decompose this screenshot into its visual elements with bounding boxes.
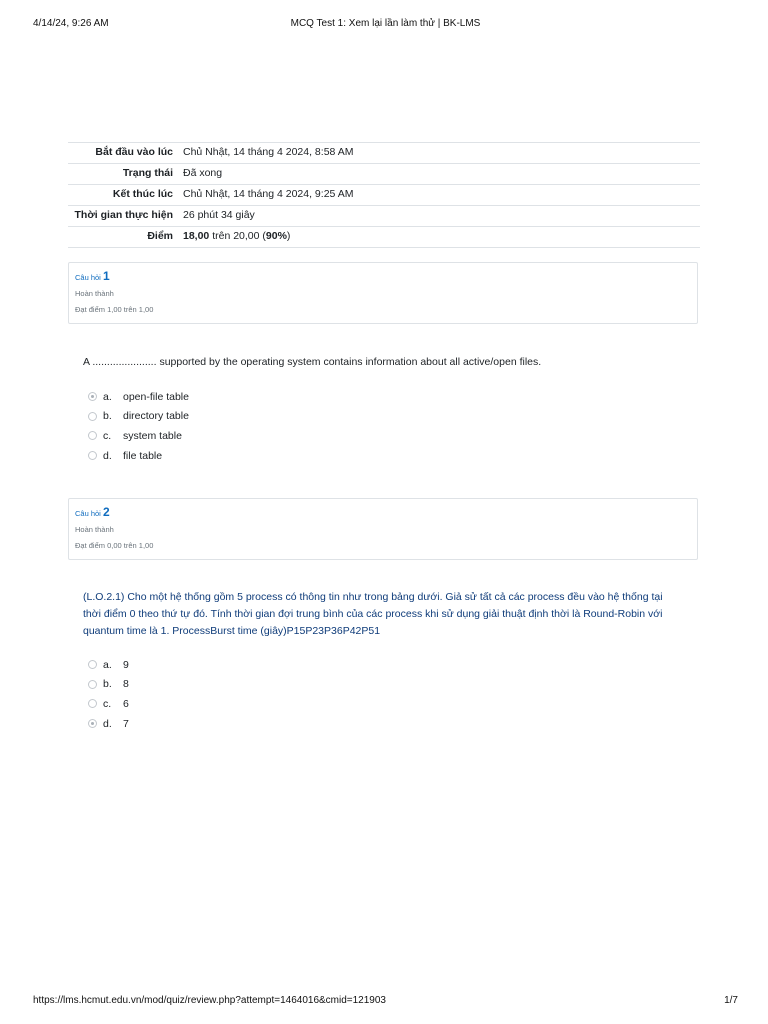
answer-list bbox=[88, 387, 189, 465]
answer-letter: a. bbox=[103, 390, 112, 403]
summary-value: 26 phút 34 giây bbox=[178, 206, 700, 227]
summary-value: Đã xong bbox=[178, 164, 700, 185]
answer-letter: a. bbox=[103, 658, 112, 671]
summary-row-started bbox=[68, 143, 700, 164]
radio-button-checked[interactable] bbox=[88, 392, 97, 401]
radio-button[interactable] bbox=[88, 699, 97, 708]
answer-text: 6 bbox=[123, 697, 129, 710]
radio-button[interactable] bbox=[88, 431, 97, 440]
answer-text: directory table bbox=[123, 410, 189, 423]
answer-option[interactable] bbox=[88, 387, 189, 407]
question-number-value: 2 bbox=[102, 505, 110, 519]
question-state: Hoàn thành bbox=[75, 289, 114, 298]
question-label: Câu hỏi bbox=[75, 509, 101, 518]
print-footer bbox=[33, 995, 738, 1009]
summary-label: Điểm bbox=[68, 227, 178, 248]
question-info-box bbox=[68, 498, 698, 560]
question-grade: Đạt điểm 1,00 trên 1,00 bbox=[75, 305, 154, 314]
answer-option[interactable] bbox=[88, 655, 129, 675]
question-number-value: 1 bbox=[102, 269, 110, 283]
radio-button[interactable] bbox=[88, 660, 97, 669]
answer-letter: c. bbox=[103, 697, 112, 710]
summary-value: Chủ Nhật, 14 tháng 4 2024, 8:58 AM bbox=[178, 143, 700, 164]
summary-label: Trạng thái bbox=[68, 164, 178, 185]
answer-option[interactable] bbox=[88, 694, 129, 714]
question-text: (L.O.2.1) Cho một hệ thống gồm 5 process có thông tin như trong bảng dưới. Giả sử tất cả các process đều vào hệ thống tại thời điểm 0 theo thứ tự đó. Tính thời gian đợi trung bình của các process khi sử dụng giải thuật định thời là Round-Robin với quantum time là 1. ProcessBurst time (giây)P15P23P36P42P51 bbox=[83, 591, 663, 637]
print-page-title: MCQ Test 1: Xem lại lần làm thử | BK-LMS bbox=[290, 18, 481, 29]
grade-percent: 90% bbox=[265, 230, 287, 242]
grade-score: 18,00 bbox=[183, 230, 210, 242]
answer-letter: b. bbox=[103, 678, 112, 691]
radio-button[interactable] bbox=[88, 451, 97, 460]
radio-button[interactable] bbox=[88, 680, 97, 689]
question-label: Câu hỏi bbox=[75, 273, 101, 282]
answer-text: system table bbox=[123, 429, 182, 442]
print-header bbox=[33, 18, 738, 32]
question-number bbox=[75, 505, 691, 521]
question-number bbox=[75, 269, 691, 285]
summary-label: Thời gian thực hiện bbox=[68, 206, 178, 227]
answer-text: 8 bbox=[123, 678, 129, 691]
question-state: Hoàn thành bbox=[75, 525, 114, 534]
answer-letter: d. bbox=[103, 717, 112, 730]
summary-row-time-taken bbox=[68, 206, 700, 227]
answer-letter: c. bbox=[103, 429, 112, 442]
radio-button[interactable] bbox=[88, 412, 97, 421]
answer-option[interactable] bbox=[88, 407, 189, 427]
summary-row-grade bbox=[68, 227, 700, 248]
grade-out-of: trên 20,00 ( bbox=[209, 230, 266, 242]
answer-letter: b. bbox=[103, 410, 112, 423]
question-info-box bbox=[68, 262, 698, 324]
answer-option[interactable] bbox=[88, 714, 129, 734]
answer-list bbox=[88, 655, 129, 733]
answer-option[interactable] bbox=[88, 426, 189, 446]
summary-row-state bbox=[68, 164, 700, 185]
grade-close: ) bbox=[286, 230, 291, 242]
question-grade: Đạt điểm 0,00 trên 1,00 bbox=[75, 541, 154, 550]
summary-label: Kết thúc lúc bbox=[68, 185, 178, 206]
question-text: A ...................... supported by the operating system contains information about all active/open files. bbox=[83, 356, 542, 368]
answer-option[interactable] bbox=[88, 446, 189, 466]
print-date: 4/14/24, 9:26 AM bbox=[33, 18, 109, 29]
summary-label: Bắt đầu vào lúc bbox=[68, 143, 178, 164]
answer-option[interactable] bbox=[88, 675, 129, 695]
attempt-summary-table bbox=[68, 142, 700, 248]
answer-text: 9 bbox=[123, 658, 129, 671]
answer-text: file table bbox=[123, 449, 163, 462]
page-number: 1/7 bbox=[724, 995, 738, 1006]
summary-row-completed bbox=[68, 185, 700, 206]
page-url: https://lms.hcmut.edu.vn/mod/quiz/review.php?attempt=1464016&cmid=121903 bbox=[33, 995, 386, 1006]
answer-text: 7 bbox=[123, 717, 129, 730]
summary-value bbox=[178, 227, 700, 248]
answer-text: open-file table bbox=[123, 390, 189, 403]
answer-letter: d. bbox=[103, 449, 112, 462]
radio-button-checked[interactable] bbox=[88, 719, 97, 728]
summary-value: Chủ Nhật, 14 tháng 4 2024, 9:25 AM bbox=[178, 185, 700, 206]
